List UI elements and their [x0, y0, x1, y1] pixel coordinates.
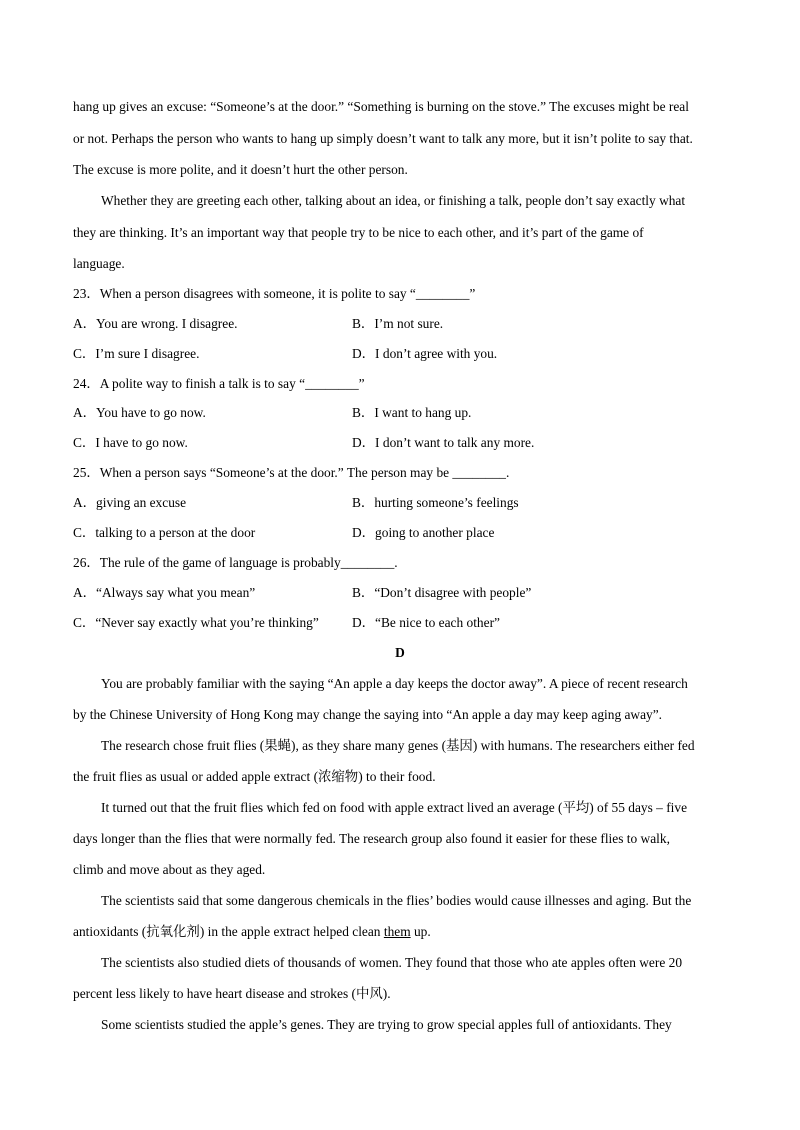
passage-line: the fruit flies as usual or added apple extract (浓缩物) to their food.	[73, 769, 436, 784]
passage-line: language.	[73, 256, 125, 271]
option-23-d: D．I don’t agree with you.	[352, 346, 498, 361]
passage-line	[73, 924, 431, 940]
passage-line: You are probably familiar with the saying “An apple a day keeps the doctor away”. A piece of recent research	[101, 676, 688, 691]
passage-line: It turned out that the fruit flies which fed on food with apple extract lived an average (平均) of 55 days – five	[101, 800, 688, 815]
option-25-a: A．giving an excuse	[73, 495, 187, 510]
passage-line: or not. Perhaps the person who wants to hang up simply doesn’t want to talk any more, but it isn’t polite to say that.	[73, 131, 693, 146]
option-25-d: D．going to another place	[352, 525, 495, 540]
passage-line: by the Chinese University of Hong Kong may change the saying into “An apple a day may keep aging away”.	[73, 707, 663, 722]
passage-line: The excuse is more polite, and it doesn’t hurt the other person.	[73, 162, 408, 177]
passage-line: The scientists also studied diets of thousands of women. They found that those who ate apples often were 20	[101, 955, 683, 970]
option-24-a: A．You have to go now.	[73, 405, 206, 420]
passage-line: days longer than the flies that were normally fed. The research group also found it easier for these flies to walk,	[73, 831, 670, 846]
passage-line: they are thinking. It’s an important way that people try to be nice to each other, and it’s part of the game of	[73, 225, 644, 240]
passage-line: percent less likely to have heart disease and strokes (中风).	[73, 986, 391, 1001]
option-23-b: B．I’m not sure.	[352, 316, 444, 331]
passage-text: antioxidants (抗氧化剂) in the apple extract helped clean	[73, 924, 384, 939]
question-stem-26: 26．The rule of the game of language is probably________.	[73, 555, 398, 570]
section-heading: D	[395, 645, 405, 660]
passage-line: climb and move about as they aged.	[73, 862, 266, 877]
option-23-a: A．You are wrong. I disagree.	[73, 316, 238, 331]
option-23-c: C．I’m sure I disagree.	[73, 346, 200, 361]
underlined-word: them	[383, 924, 411, 939]
option-26-c: C．“Never say exactly what you’re thinking”	[73, 615, 319, 630]
passage-line: Whether they are greeting each other, talking about an idea, or finishing a talk, people don’t say exactly what	[101, 193, 686, 208]
option-25-b: B．hurting someone’s feelings	[352, 495, 519, 510]
passage-line: Some scientists studied the apple’s genes. They are trying to grow special apples full of antioxidants. They	[101, 1017, 672, 1032]
option-26-a: A．“Always say what you mean”	[73, 585, 256, 600]
passage-line: hang up gives an excuse: “Someone’s at the door.” “Something is burning on the stove.” The excuses might be real	[73, 99, 689, 114]
question-stem-23: 23．When a person disagrees with someone, it is polite to say “________”	[73, 286, 476, 301]
option-26-b: B．“Don’t disagree with people”	[352, 585, 532, 600]
question-stem-24: 24．A polite way to finish a talk is to say “________”	[73, 376, 365, 391]
passage-line: The research chose fruit flies (果蝇), as they share many genes (基因) with humans. The researchers either fed	[101, 738, 695, 753]
option-25-c: C．talking to a person at the door	[73, 525, 256, 540]
passage-text: up.	[410, 924, 431, 939]
option-24-c: C．I have to go now.	[73, 435, 188, 450]
passage-line: The scientists said that some dangerous chemicals in the flies’ bodies would cause illnesses and aging. But the	[101, 893, 692, 908]
question-stem-25: 25．When a person says “Someone’s at the door.” The person may be ________.	[73, 465, 510, 480]
option-24-b: B．I want to hang up.	[352, 405, 472, 420]
option-26-d: D．“Be nice to each other”	[352, 615, 500, 630]
option-24-d: D．I don’t want to talk any more.	[352, 435, 535, 450]
